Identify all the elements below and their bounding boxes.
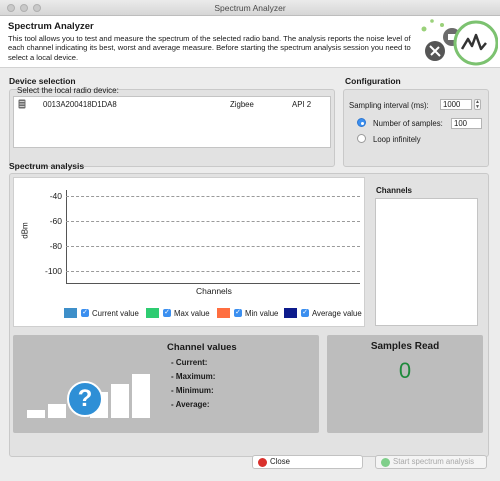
- channels-list[interactable]: [375, 198, 478, 326]
- sampling-interval-input[interactable]: 1000: [440, 99, 472, 110]
- device-row[interactable]: [14, 97, 330, 111]
- device-prompt: Select the local radio device:: [17, 86, 119, 95]
- legend-label: Min value: [245, 309, 279, 318]
- y-tick-label: -80: [49, 241, 62, 252]
- signal-bar-6: [132, 374, 150, 418]
- window-titlebar: [0, 0, 500, 16]
- start-analysis-button[interactable]: [375, 455, 487, 469]
- legend-label: Current value: [92, 309, 139, 318]
- grid-line: [66, 271, 360, 272]
- device-selection-title: Device selection: [9, 76, 76, 86]
- minimum-label: - Minimum:: [171, 386, 214, 395]
- samples-read-title: Samples Read: [370, 341, 440, 352]
- channel-values-title: Channel values: [167, 342, 237, 353]
- close-icon: [258, 458, 267, 467]
- signal-bar-5: [111, 384, 129, 418]
- device-protocol: Zigbee: [230, 100, 254, 109]
- y-tick-label: -60: [49, 216, 62, 227]
- samples-read-value: 0: [398, 358, 412, 383]
- sampling-interval-label: Sampling interval (ms):: [349, 101, 429, 110]
- legend-swatch: [64, 308, 77, 318]
- legend-swatch: [217, 308, 230, 318]
- number-of-samples-radio[interactable]: [357, 118, 366, 127]
- number-of-samples-input[interactable]: 100: [451, 118, 482, 129]
- average-label: - Average:: [171, 400, 210, 409]
- loop-infinitely-radio[interactable]: [357, 134, 366, 143]
- unknown-channel-icon: ?: [67, 381, 103, 417]
- window-content: [0, 16, 500, 481]
- grid-line: [66, 221, 360, 222]
- grid-line: [66, 196, 360, 197]
- y-tick-label: -40: [49, 191, 62, 202]
- plot-frame: [66, 190, 360, 284]
- spectrum-analysis-title: Spectrum analysis: [9, 161, 85, 171]
- legend-checkbox[interactable]: ✓: [164, 309, 170, 316]
- sampling-interval-stepper[interactable]: ▲ ▼: [475, 99, 480, 110]
- legend-label: Max value: [174, 309, 210, 318]
- header-title: Spectrum Analyzer: [8, 21, 94, 32]
- configuration-title: Configuration: [345, 76, 401, 86]
- device-address: 0013A200418D1DA8: [43, 100, 117, 109]
- close-button[interactable]: [252, 455, 363, 469]
- legend-checkbox[interactable]: ✓: [302, 309, 308, 316]
- legend-swatch: [284, 308, 297, 318]
- header-description: This tool allows you to test and measure the spectrum of the selected radio band. The analysis reports the noise level of each channel indicating its best, worst and average measure. Before starting the spectrum analysis session you need to select a local device.: [8, 34, 411, 62]
- channels-title: Channels: [376, 186, 413, 195]
- spectrum-analyzer-logo: [418, 17, 498, 67]
- x-axis-label: Channels: [196, 286, 232, 296]
- legend-swatch: [146, 308, 159, 318]
- legend-checkbox[interactable]: ✓: [82, 309, 88, 316]
- y-tick-label: -100: [44, 266, 62, 277]
- close-button-label: Close: [270, 457, 290, 466]
- loop-infinitely-label: Loop infinitely: [373, 135, 421, 144]
- maximum-label: - Maximum:: [171, 372, 216, 381]
- legend-label: Average value: [312, 309, 362, 318]
- device-list[interactable]: [13, 96, 331, 148]
- legend-checkbox[interactable]: ✓: [235, 309, 241, 316]
- start-analysis-label: Start spectrum analysis: [393, 457, 475, 466]
- device-api: API 2: [292, 100, 312, 109]
- signal-bar-1: [27, 410, 45, 418]
- play-icon: [381, 458, 390, 467]
- number-of-samples-label: Number of samples:: [373, 119, 443, 128]
- window-title: Spectrum Analyzer: [214, 3, 286, 13]
- channel-values-panel: [13, 335, 319, 433]
- current-label: - Current:: [171, 358, 208, 367]
- grid-line: [66, 246, 360, 247]
- signal-bar-2: [48, 404, 66, 418]
- header-panel: [0, 16, 500, 68]
- y-axis-label: dBm: [20, 222, 30, 239]
- radio-module-icon: [18, 99, 26, 109]
